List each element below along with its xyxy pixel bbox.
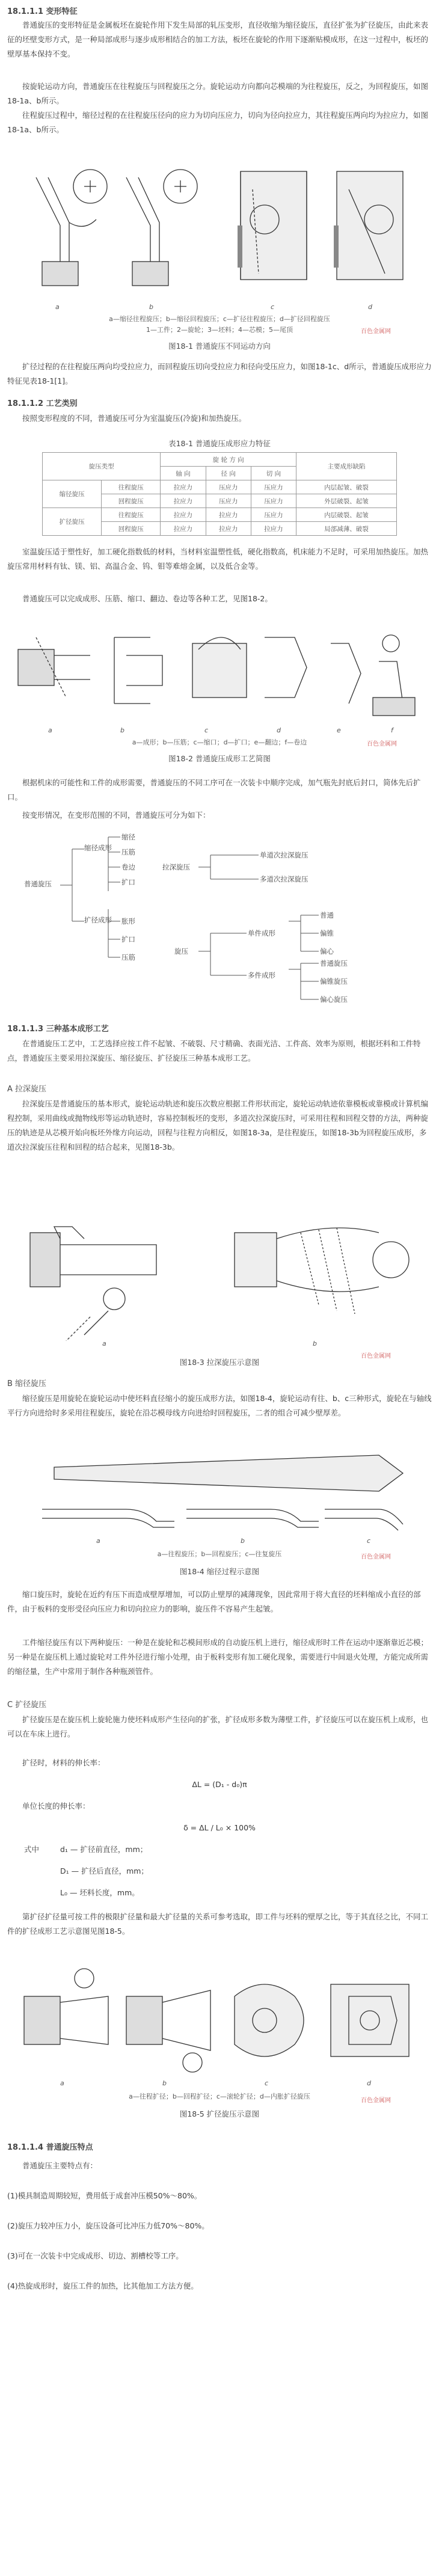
fig1-legend-line-2: 1—工件；2—旋轮；3—坯料；4—芯模；5—尾顶 — [146, 326, 293, 334]
figure-18-3-diagram — [18, 1197, 421, 1341]
paragraph-11: 拉深旋压是普通旋压的基本形式，旋轮运动轨迹和旋压次数应根据工件形状而定，旋轮运动轨迹依靠模板或靠模或计算机编程控制，采用曲线或抛物线形等运动轨迹时，容易控制板坯的变形，多道次拉深旋压时，可采用往程和回程交替的方法，两种旋压的轨迹是从芯模开始向板坯外缘方向运动，回程与往程方向相反，如图18-3a，是往程旋压，如图18-3b为回程旋压成形，多道次拉深旋压往程和回程的结合起来，见图18-3b。 — [7, 1099, 429, 1152]
tree-leaf: 多道次拉深旋压 — [260, 875, 309, 883]
tree-leaf: 偏心 — [320, 947, 334, 955]
paragraph-2: 按旋轮运动方向，普通旋压在往程旋压与回程旋压之分。旋轮运动方向都向芯模端的为往程旋压，反之，为回程旋压，如图18-1a、b所示。 — [7, 82, 429, 105]
fig5-legend: a—往程扩径；b—回程扩径；c—滚轮扩径；d—内胀扩径旋压 — [129, 2093, 310, 2100]
subsection-b: B 缩径旋压 — [7, 1379, 47, 1388]
fig4-sub-c: c — [367, 1537, 371, 1545]
formula-where-label: 式中 — [24, 1845, 40, 1854]
section-title-4: 18.1.1.4 普通旋压特点 — [7, 2143, 93, 2152]
figure-18-5-caption: 图18-5 扩径旋压示意图 — [179, 2109, 260, 2118]
watermark: 百色金属网 — [367, 741, 397, 747]
fig1-sub-b: b — [149, 303, 153, 311]
figure-18-1-diagram — [24, 153, 415, 310]
table-row: 回程旋压 拉应力 拉应力 拉应力 局部减薄、破裂 — [43, 522, 397, 536]
tree-mid-1: 拉深旋压 — [162, 863, 190, 871]
fig2-legend: a—成形；b—压筋；c—缩口；d—扩口；e—翻边；f—卷边 — [132, 738, 307, 746]
paragraph-5: 按照变形程度的不同，普通旋压可分为室温旋压(冷旋)和加热旋压。 — [22, 414, 247, 423]
table-18-1-title: 表18-1 普通旋压成形应力特征 — [168, 439, 271, 448]
paragraph-13: 缩口旋压时，旋轮在近约有压下而造成壁厚增加，可以防止壁厚的减薄现象，因此常用于将大直径的坯料缩成小直径的部件，由于板料的变形受径向压应力和切向拉应力的影响，旋压件不容易产生起皱。 — [7, 1590, 421, 1613]
fig2-sub-b: b — [120, 726, 124, 734]
fig1-legend-line-1: a—缩径往程旋压；b—缩径回程旋压；c—扩径往程旋压；d—扩径回程旋压 — [109, 315, 330, 323]
formula-def-L0: L₀ — 坯料长度，mm。 — [60, 1888, 140, 1897]
paragraph-19: 普通旋压主要特点有： — [22, 2161, 98, 2170]
tree-connectors — [18, 831, 427, 1005]
formula-elongation: ΔL = (D₁ - d₀)π — [192, 1780, 247, 1789]
feature-item-2: (2)旋压力较冲压力小，旋压设备可比冲压力低70%～80%。 — [7, 2221, 209, 2230]
tree-leaf: 压筋 — [121, 953, 135, 961]
subsection-c: C 扩径旋压 — [7, 1700, 47, 1710]
tree-leaf: 压筋 — [121, 848, 135, 856]
tree-leaf: 普通旋压 — [320, 959, 348, 968]
fig5-sub-a: a — [60, 2079, 64, 2087]
tree-leaf: 偏心旋压 — [320, 995, 348, 1004]
watermark: 百色金属网 — [361, 328, 391, 335]
fig2-sub-a: a — [48, 726, 52, 734]
tree-leaf: 扩口 — [121, 935, 135, 943]
figure-18-5-diagram — [12, 1960, 427, 2081]
watermark: 百色金属网 — [361, 1554, 391, 1560]
fig2-sub-c: c — [204, 726, 209, 734]
paragraph-6: 室温旋压适于塑性好，加工硬化指数低的材料，当材料室温塑性低，硬化指数高，机床能力不足时，可采用加热旋压。加热旋压常用材料有钛、镁、铝、高温合金、钨、钼等难熔金属，以及低合金等。 — [7, 547, 429, 571]
table-header-axial: 轴 向 — [161, 467, 206, 480]
fig1-sub-a: a — [55, 303, 60, 311]
fig2-sub-f: f — [391, 726, 393, 734]
formula-def-D1: D₁ — 扩径后直径，mm； — [60, 1866, 149, 1875]
tree-leaf: 缩径 — [121, 833, 135, 841]
figure-18-3-caption: 图18-3 拉深旋压示意图 — [179, 1358, 260, 1367]
feature-item-3: (3)可在一次装卡中完成成形、切边、割槽校等工序。 — [7, 2251, 183, 2260]
paragraph-14: 工件缩径旋压有以下两种旋压：一种是在旋轮和芯模间形成的自动旋压机上进行，缩径成形时工件在运动中逐渐靠近芯模；另一种是在旋压机上通过旋轮对工件外径进行缩小处理，由于板料变形有加工硬化现象，需要进行中间退火处理，方能完成所需的缩径量，生产中常用于制作各种瓶颈管件。 — [7, 1638, 429, 1676]
watermark: 百色金属网 — [361, 1353, 391, 1360]
paragraph-15: 扩径旋压是在旋压机上旋轮施力使坯料成形产生径向的扩张，扩径成形多数为薄壁工件，扩径旋压可以在旋压机上成形，也可以在车床上进行。 — [7, 1715, 429, 1738]
tree-leaf: 偏锥 — [320, 929, 334, 937]
formula-def-d1: d₁ — 扩径前直径，mm； — [60, 1845, 148, 1854]
paragraph-10: 在普通旋压工艺中，工艺选择应按工件不起皱、不破裂、尺寸精确、表面光洁、工件高、效率为原则，根据坯料和工件特点，普通旋压主要采用拉深旋压、缩径旋压、扩径旋压三种基本成形工艺。 — [7, 1039, 421, 1063]
fig1-sub-c: c — [271, 303, 275, 311]
section-title-2: 18.1.1.2 工艺类别 — [7, 399, 78, 408]
paragraph-16: 扩径时，材料的伸长率： — [22, 1758, 105, 1767]
figure-18-4-diagram — [18, 1437, 421, 1539]
classification-tree — [18, 831, 427, 1005]
table-header-defects: 主要成形缺陷 — [296, 453, 397, 480]
tree-leaf: 偏锥旋压 — [320, 977, 348, 986]
feature-item-4: (4)热旋成形时，旋压工件的加热，比其他加工方法方便。 — [7, 2281, 198, 2290]
tree-root: 普通旋压 — [24, 880, 52, 888]
tree-leaf: 单道次拉深旋压 — [260, 851, 309, 859]
fig2-sub-d: d — [277, 726, 281, 734]
table-header-direction: 旋 轮 方 向 — [161, 453, 296, 467]
fig5-sub-b: b — [162, 2079, 167, 2087]
paragraph-18: 第扩径扩径量可按工件的极限扩径量和最大扩径量的关系可参考选取，即工件与坯料的壁厚之比，等于其直径之比，不同工件的扩径成形工艺示意图见图18-5。 — [7, 1912, 429, 1936]
figure-18-2-diagram — [12, 613, 427, 728]
section-title-1: 18.1.1.1 变形特征 — [7, 7, 78, 16]
tree-leaf: 扩口 — [121, 878, 135, 886]
figure-18-1-caption: 图18-1 普通旋压不同运动方向 — [168, 342, 271, 351]
fig3-sub-b: b — [313, 1340, 317, 1348]
fig4-sub-a: a — [96, 1537, 100, 1545]
tree-leaf: 多件成形 — [248, 971, 275, 980]
fig4-legend: a—往程旋压；b—回程旋压；c—往复旋压 — [157, 1550, 282, 1558]
tree-mid-2: 旋压 — [174, 947, 188, 955]
fig1-sub-d: d — [368, 303, 372, 311]
paragraph-12: 缩径旋压是用旋轮在旋轮运动中使坯料直径缩小的旋压成形方法，如图18-4，旋轮运动有往、b、c三种形式，旋轮在与轴线平行方向进给时多采用往程旋压，旋轮在沿芯模母线方向进给时回程旋压，二者的组合可减少壁厚差。 — [7, 1394, 432, 1417]
table-header-tangential: 切 向 — [251, 467, 296, 480]
tree-leaf: 单件成形 — [248, 929, 275, 937]
tree-branch-2: 扩径成形 — [84, 916, 112, 924]
paragraph-8: 根据机床的可能性和工件的成形需要，普通旋压的不同工序可在一次装卡中顺序完成，加气瓶先封底后封口，简体先后扩口。 — [7, 778, 421, 802]
paragraph-4: 扩径过程的在往程旋压两向均受拉应力，而回程旋压切向受拉应力和径向受压应力，如图18-1c、d所示，普通旋压成形应力特征见表18-1[1]。 — [7, 362, 432, 385]
paragraph-3: 往程旋压过程中，缩径过程的在往程旋压径向的应力为切向压应力，切向为径向拉应力，其往程旋压两向均为拉应力，如图18-1a、b所示。 — [7, 111, 429, 134]
section-title-3: 18.1.1.3 三种基本成形工艺 — [7, 1025, 109, 1034]
tree-leaf: 普通 — [320, 911, 334, 919]
table-header-radial: 径 向 — [206, 467, 251, 480]
tree-branch-1: 缩径成形 — [84, 844, 112, 852]
paragraph-1: 普通旋压的变形特征是金属板坯在旋轮作用下发生局部的轧压变形，直径收缩为缩径旋压，直径扩张为扩径旋压，由此来表征的坯壁变形方式，是一种局部成形与逐步成形相结合的加工方法，板坯在旋轮的作用下逐渐贴模成形，在这一过程中，板坯的壁厚基本保持不变。 — [7, 20, 429, 58]
watermark: 百色金属网 — [361, 2097, 391, 2104]
fig4-sub-b: b — [241, 1537, 245, 1545]
table-row: 回程旋压 拉应力 压应力 压应力 外层破裂、起皱 — [43, 494, 397, 508]
stress-characteristics-table — [42, 452, 397, 536]
tree-leaf: 卷边 — [121, 863, 135, 871]
paragraph-9: 按变形情况，在变形范围的不同，普通旋压可分为如下： — [22, 811, 210, 820]
fig2-sub-e: e — [337, 726, 341, 734]
feature-item-1: (1)模具制造周期较短，费用低于成套冲压模50%～80%。 — [7, 2191, 202, 2200]
subsection-a: A 拉深旋压 — [7, 1085, 47, 1094]
fig5-sub-c: c — [265, 2079, 269, 2087]
table-header-type: 旋压类型 — [43, 453, 161, 480]
figure-18-4-caption: 图18-4 缩径过程示意图 — [179, 1567, 260, 1576]
paragraph-7: 普通旋压可以完成成形、压筋、缩口、翻边、卷边等各种工艺，见图18-2。 — [22, 594, 272, 603]
formula-unit-elongation: δ = ΔL / L₀ × 100% — [183, 1823, 256, 1832]
table-row: 扩径旋压 往程旋压 拉应力 拉应力 压应力 内层破裂、起皱 — [43, 508, 397, 522]
tree-leaf: 胀形 — [121, 917, 135, 925]
table-row: 缩径旋压 往程旋压 拉应力 压应力 压应力 内层起皱、破裂 — [43, 480, 397, 494]
fig3-sub-a: a — [102, 1340, 106, 1348]
fig5-sub-d: d — [367, 2079, 371, 2087]
figure-18-2-caption: 图18-2 普通旋压成形工艺简图 — [168, 754, 271, 763]
paragraph-17: 单位长度的伸长率： — [22, 1802, 90, 1811]
